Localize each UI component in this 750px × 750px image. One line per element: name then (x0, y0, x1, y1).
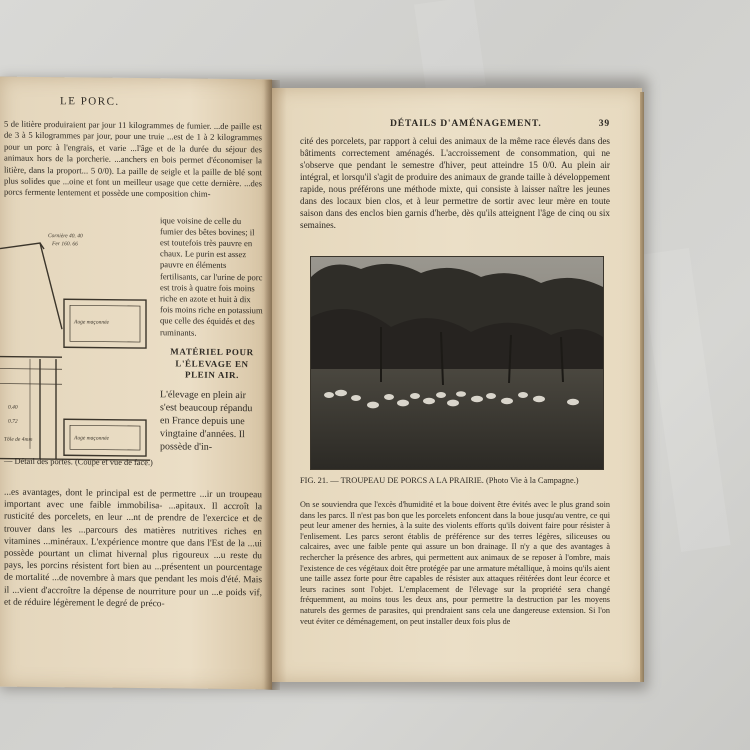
plein-air-paragraph: L'élevage en plein air s'est beaucoup répandu en France depuis une vingtaine d'années. Il possède d'in- (160, 389, 253, 453)
left-right-column (160, 206, 264, 464)
right-top-paragraph: cité des porcelets, par rapport à celui des animaux de la même race élevés dans des bâtiments correctement aménagés. L'accroissement de consommation, qui ne s'observe que pendant le semestre d'hiver, peut atteindre 15 0/0. Au plein air intégral, et lorsqu'il s'agit de produire des animaux de grande taille à développement rapide, nous préférons une méthode mixte, qui consiste à laisser naître les jeunes dans des locaux bien clos, et à leur permettre de sortir avec leur mère en toute saison dans des enclos bien garnis d'herbe, dès qu'ils atteignent l'âge de cinq ou six semaines. (300, 136, 610, 230)
diagram-label-auge-top: Auge maçonnée (74, 319, 109, 326)
section-title-plein-air: MATÉRIEL POUR L'ÉLEVAGE EN PLEIN AIR. (170, 346, 254, 380)
pigs-in-meadow-photo (310, 256, 604, 470)
door-detail-diagram (0, 209, 160, 471)
right-running-head-title: DÉTAILS D'AMÉNAGEMENT. (390, 118, 542, 129)
figure-caption-text: — TROUPEAU DE PORCS A LA PRAIRIE. (Photo Vie à la Campagne.) (330, 476, 579, 485)
page-number: 39 (598, 118, 610, 129)
left-running-head: LE PORC. (60, 95, 120, 108)
manure-paragraph: ique voisine de celle du fumier des bêtes bovines; il est toutefois très pauvre en chaux. Le purin est assez pauvre en éléments fertilisants, car l'urine de porc est trois à quatre fois moins riche en azote et huit à dix fois moins riche en potassium que celle des équidés et des ruminants. (160, 214, 263, 338)
diagram-label-fer: Fer 160. 66 (52, 241, 78, 248)
left-top-paragraph: 5 de litière produiraient par jour 11 kilogrammes de fumier. ...de paille est de 3 à 5 kilogrammes par jour, pour une truie ...est de 1 à 2 kilogrammes pour un porc à l'engrais, et varie ...l'âge et de la durée du séjour des animaux hors de la porcherie. ...anchers en bois permet d'économiser la litière, dans la proport... 5 0/0). La paille de seigle et la paille de blé sont plus solides que ...oine et font un meilleur usage que cette dernière. ...des porcs fermente lentement et possède une composition chim- (4, 118, 262, 200)
page-edge (640, 92, 644, 682)
pigs-in-meadow-image (311, 257, 603, 469)
left-bottom-paragraph: ...es avantages, dont le principal est de permettre ...ir un troupeau important avec une faible immobilisa- ...apitaux. Il accroît la rusticité des porcelets, en leur ...nt de prendre de l'exercice et de trouver dans les ...parcours des matières nutritives riches en vitamines ...minéraux. L'expérience montre que dans l'Est de la ...ui possède pourtant un climat hivernal plus rigoureux ...u reste du pays, les porcins résistent fort bien au ...présentent un pourcentage de mortalité ...de novembre à mars que pendant les mois d'été. Mais il ...vient d'accroître la dépense de nourriture pour un ...e poids vif, et de réduire légèrement le degré de préco- (4, 487, 262, 610)
right-bottom-paragraph: On se souviendra que l'excès d'humidité et la boue doivent être évités avec le plus grand soin dans les parcs. Il n'est pas bon que les porcelets enfoncent dans la boue jusqu'au ventre, ce qui peut leur amener des hernies, à la suite des violents efforts qu'ils doivent faire pour résister à l'enlisement. Les parcs seront établis de préférence sur des terres légères, siliceuses ou calcaires, avec une faible pente qui assure un bon drainage. Il n'y a que des avantages à rechercher la présence des arbres, qui permettent aux animaux de se reposer à l'ombre, mais l'existence de ces végétaux doit être protégée par une armature métallique, à moins qu'ils aient une taille assez forte pour être capables de résister aux attaques réitérées dont leur écorce et leurs racines sont l'objet. L'emplacement de l'élevage sur la propriété sera changé fréquemment, au moins tous les deux ans, pour permettre la destruction par les moyens naturels des germes de parasites, qui prendraient sans cela une dangereuse extension. Si l'on veut éviter ce déménagement, on peut installer deux fois plus de (300, 500, 610, 626)
right-running-head (300, 118, 610, 129)
figure-number: FIG. 21. (300, 476, 329, 485)
left-page (0, 77, 272, 690)
diagram-label-measure-2: 0.72 (8, 418, 18, 425)
figure-caption (300, 476, 610, 485)
left-figure-caption: — Détail des portes. (Coupe et vue de face.) (4, 456, 153, 468)
diagram-label-corniere: Cornière 40. 40 (48, 233, 83, 240)
diagram-label-auge-bottom: Auge maçonnée (74, 435, 109, 442)
right-page (272, 88, 642, 682)
diagram-label-tole: Tôle de 4mm (4, 436, 33, 443)
cloth-fold-highlight (639, 248, 730, 552)
diagram-label-measure-1: 0.40 (8, 404, 18, 411)
